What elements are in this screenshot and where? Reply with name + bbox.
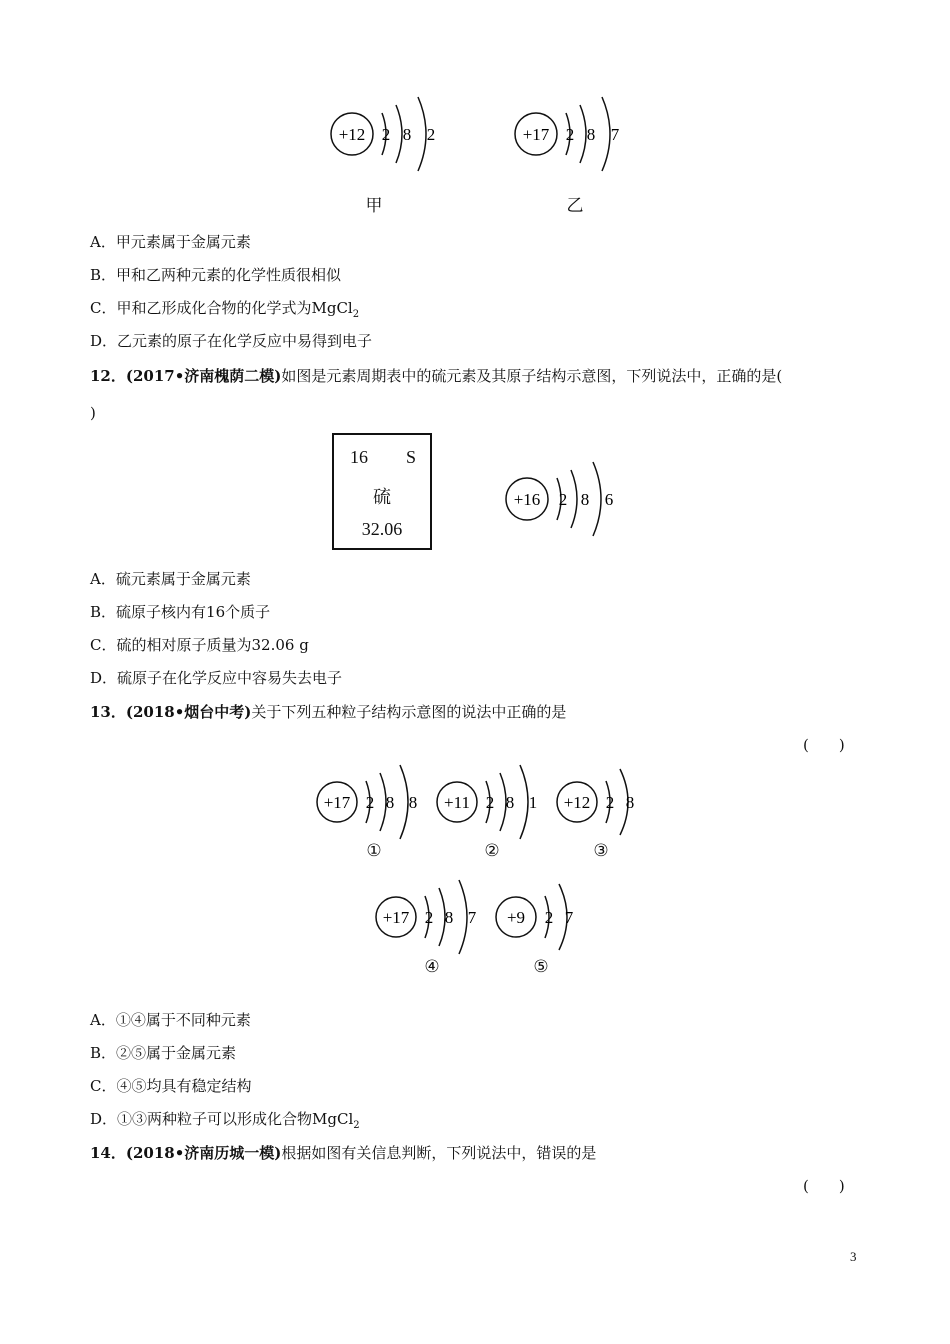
atom-4-svg bbox=[375, 880, 495, 960]
nucleus-label: +17 bbox=[522, 125, 550, 144]
page-number: 3 bbox=[850, 1249, 857, 1264]
atom-diagram-4 bbox=[375, 880, 495, 960]
q13-option-b: B．②⑤属于金属元素 bbox=[90, 1044, 237, 1062]
atom-sulfur-svg bbox=[505, 460, 625, 540]
shell-1: 2 bbox=[558, 490, 568, 509]
nucleus-label: +17 bbox=[323, 793, 351, 812]
shell-1: 2 bbox=[605, 793, 615, 812]
shell-3: 7 bbox=[610, 125, 620, 144]
q13-stem bbox=[90, 702, 566, 722]
question-source: (2018•济南历城一模) bbox=[125, 1144, 282, 1162]
q14-stem bbox=[90, 1143, 596, 1163]
atom-yi-svg bbox=[514, 95, 634, 175]
q11-option-c-text: C．甲和乙形成化合物的化学式为MgCl bbox=[90, 299, 353, 317]
periodic-table-cell-sulfur bbox=[332, 433, 432, 550]
shell-2: 8 bbox=[580, 490, 590, 509]
atom-diagram-2 bbox=[436, 765, 556, 845]
shell-3: 7 bbox=[467, 908, 477, 927]
shell-2: 8 bbox=[444, 908, 454, 927]
q11-option-d: D．乙元素的原子在化学反应中易得到电子 bbox=[90, 332, 373, 350]
shell-1: 2 bbox=[565, 125, 575, 144]
q13-option-a: A．①④属于不同种元素 bbox=[90, 1011, 251, 1029]
atom-diagram-yi bbox=[514, 95, 634, 175]
q12-stem bbox=[90, 366, 782, 386]
shell-1: 2 bbox=[544, 908, 554, 927]
q13-option-d-text: D．①③两种粒子可以形成化合物MgCl bbox=[90, 1110, 354, 1128]
question-text: 根据如图有关信息判断，下列说法中，错误的是 bbox=[281, 1144, 597, 1162]
shell-2: 8 bbox=[402, 125, 412, 144]
label-3: ③ bbox=[593, 841, 609, 861]
atomic-mass: 32.06 bbox=[361, 519, 403, 539]
shell-2: 8 bbox=[505, 793, 515, 812]
atom-jia-svg bbox=[330, 95, 450, 175]
q13-option-d bbox=[90, 1109, 360, 1136]
q11-option-b: B．甲和乙两种元素的化学性质很相似 bbox=[90, 266, 342, 284]
label-4: ④ bbox=[424, 957, 440, 977]
atom-diagram-3 bbox=[556, 765, 656, 845]
label-5: ⑤ bbox=[533, 957, 549, 977]
atom-diagram-jia bbox=[330, 95, 450, 175]
label-2: ② bbox=[484, 841, 500, 861]
q12-option-b: B．硫原子核内有16个质子 bbox=[90, 603, 271, 621]
shell-2: 8 bbox=[625, 793, 635, 812]
atomic-number: 16 bbox=[350, 447, 368, 467]
label-1: ① bbox=[366, 841, 382, 861]
subscript: 2 bbox=[353, 1120, 360, 1131]
shell-1: 2 bbox=[485, 793, 495, 812]
q12-option-c: C．硫的相对原子质量为32.06 g bbox=[90, 636, 309, 654]
atom-diagram-5 bbox=[495, 880, 595, 960]
atom-diagram-sulfur bbox=[505, 460, 625, 540]
shell-3: 2 bbox=[426, 125, 436, 144]
atom-5-svg bbox=[495, 880, 595, 960]
atom-3-svg bbox=[556, 765, 656, 845]
element-symbol: S bbox=[405, 447, 416, 467]
nucleus-label: +17 bbox=[382, 908, 410, 927]
question-number: 12． bbox=[90, 367, 126, 385]
question-source: (2018•烟台中考) bbox=[125, 703, 252, 721]
q12-stem-cont: ) bbox=[90, 404, 96, 422]
question-number: 14． bbox=[90, 1144, 126, 1162]
q13-option-c: C．④⑤均具有稳定结构 bbox=[90, 1077, 252, 1095]
shell-1: 2 bbox=[381, 125, 391, 144]
q11-option-a: A．甲元素属于金属元素 bbox=[90, 233, 251, 251]
shell-2: 8 bbox=[586, 125, 596, 144]
atom-diagram-1 bbox=[316, 765, 436, 845]
label-jia: 甲 bbox=[365, 196, 383, 216]
shell-1: 2 bbox=[365, 793, 375, 812]
question-source: (2017•济南槐荫二模) bbox=[125, 367, 282, 385]
label-yi: 乙 bbox=[566, 196, 584, 216]
nucleus-label: +12 bbox=[563, 793, 591, 812]
shell-3: 8 bbox=[408, 793, 418, 812]
element-name: 硫 bbox=[373, 487, 391, 507]
answer-blank: ( ) bbox=[803, 1177, 845, 1195]
answer-blank: ( ) bbox=[803, 736, 845, 754]
atom-1-svg bbox=[316, 765, 436, 845]
question-text: 关于下列五种粒子结构示意图的说法中正确的是 bbox=[251, 703, 567, 721]
question-number: 13． bbox=[90, 703, 126, 721]
nucleus-label: +9 bbox=[506, 908, 526, 927]
nucleus-label: +11 bbox=[444, 793, 470, 812]
shell-2: 7 bbox=[564, 908, 574, 927]
nucleus-label: +16 bbox=[513, 490, 541, 509]
subscript: 2 bbox=[352, 309, 360, 320]
q12-option-d: D．硫原子在化学反应中容易失去电子 bbox=[90, 669, 343, 687]
shell-1: 2 bbox=[424, 908, 434, 927]
nucleus-label: +12 bbox=[338, 125, 366, 144]
q12-option-a: A．硫元素属于金属元素 bbox=[90, 570, 251, 588]
shell-3: 1 bbox=[528, 793, 538, 812]
question-text: 如图是元素周期表中的硫元素及其原子结构示意图，下列说法中，正确的是( bbox=[281, 367, 783, 385]
shell-3: 6 bbox=[604, 490, 614, 509]
atom-2-svg bbox=[436, 765, 556, 845]
q11-option-c bbox=[90, 298, 359, 325]
shell-2: 8 bbox=[385, 793, 395, 812]
